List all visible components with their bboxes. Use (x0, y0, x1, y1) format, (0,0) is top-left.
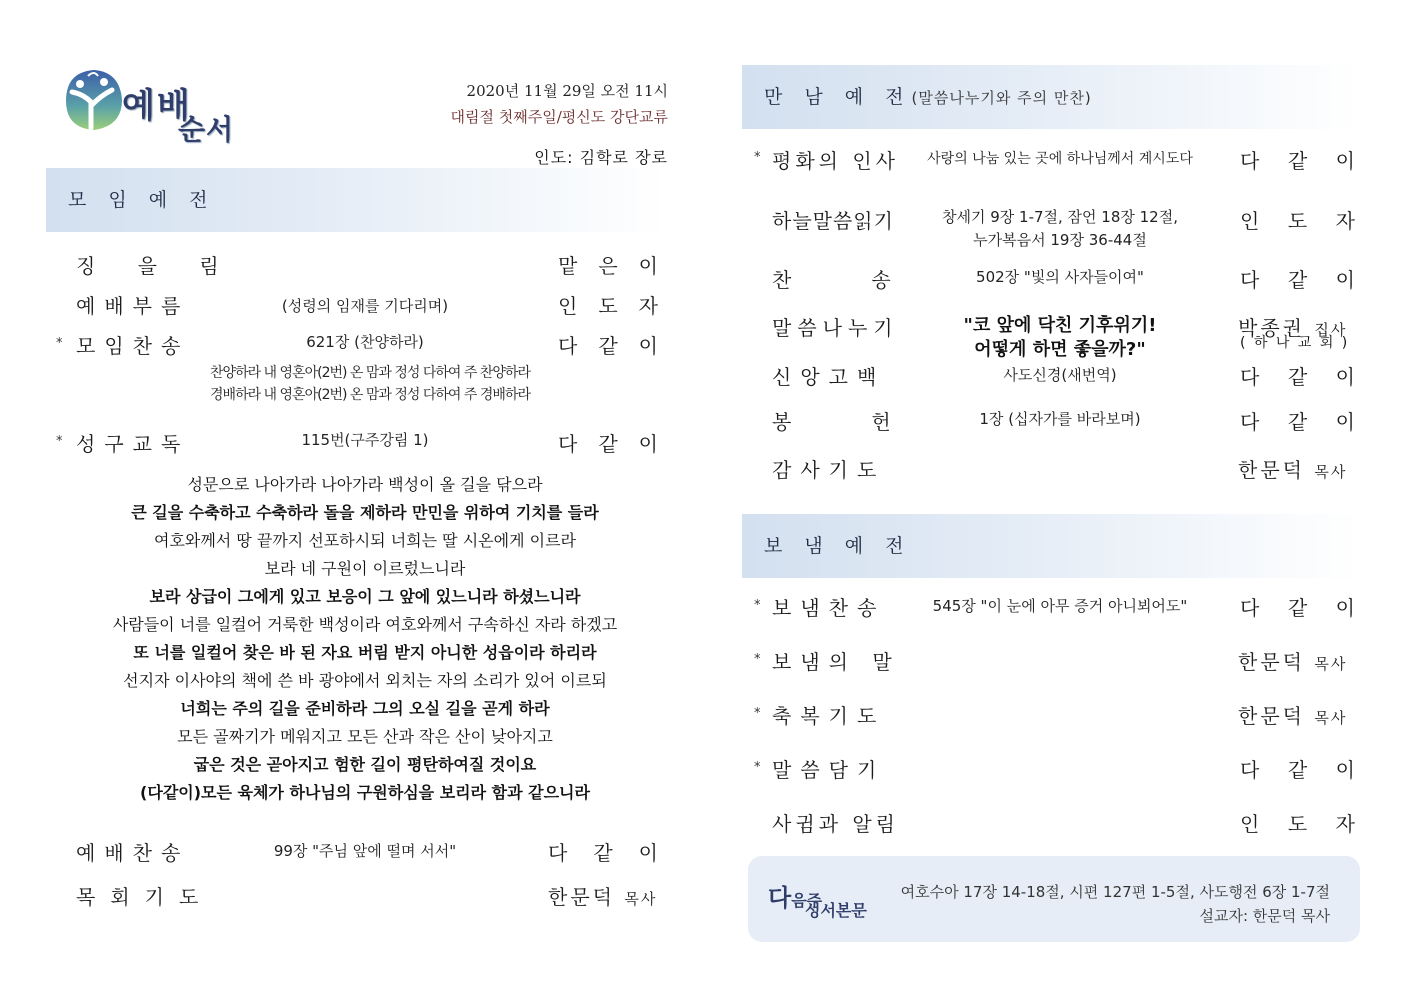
item-who-sending-words: 한문덕 목사 (1238, 650, 1348, 674)
item-who-pastoral-prayer: 한문덕 목사 (548, 885, 658, 909)
item-who-peace: 다 같 이 (1240, 149, 1355, 173)
reading-line: 모든 골짜기가 메워지고 모든 산과 작은 산이 낮아지고 (177, 727, 553, 746)
logo-word-worship: 예배 (122, 86, 192, 126)
item-name-opening-hymn: 모임찬송 (76, 334, 190, 358)
next-week-preacher: 설교자: 한문덕 목사 (1199, 907, 1330, 925)
standing-mark-icon: * (754, 598, 761, 613)
item-who-benediction: 한문덕 목사 (1238, 704, 1348, 728)
item-who-bell: 맡 은 이 (558, 254, 658, 278)
item-desc-responsive-reading: 115번(구주강림 1) (301, 431, 429, 449)
item-name-sending-hymn: 보냄찬송 (772, 596, 886, 620)
item-name-sending-words: 보냄의 말 (772, 650, 901, 674)
reading-line: (다같이)모든 육체가 하나님의 구원하심을 보리라 함과 같으니라 (140, 783, 590, 802)
responsive-reading-text (60, 471, 670, 807)
item-desc-worship-hymn: 99장 "주님 앞에 떨며 서서" (273, 842, 457, 860)
section-band-sending (742, 514, 1360, 578)
service-occasion: 대림절 첫째주일/평신도 강단교류 (450, 108, 668, 126)
item-name-peace: 평화의 인사 (772, 149, 899, 173)
item-name-scripture-reading: 하늘말씀읽기 (772, 209, 894, 233)
item-name-responsive-reading: 성구교독 (76, 432, 190, 456)
section-title-sending: 보 냄 예 전 (764, 535, 912, 557)
item-name-call: 예배부름 (76, 294, 190, 318)
section-band-meeting (742, 65, 1360, 129)
item-name-hymn: 찬송 (772, 268, 971, 292)
reading-line: 성문으로 나아가라 나아가라 백성이 올 길을 닦으라 (187, 475, 543, 494)
section-title-meeting: 만 남 예 전(말씀나누기와 주의 만찬) (764, 86, 1092, 108)
next-week-label-sub: 성서본문 (805, 901, 867, 920)
service-date: 2020년 11월 29일 오전 11시 (466, 82, 668, 100)
reading-line: 너희는 주의 길을 준비하라 그의 오실 길을 곧게 하라 (180, 699, 550, 718)
service-leader: 인도: 김학로 장로 (534, 148, 668, 167)
item-who-responsive-reading: 다 같 이 (558, 432, 658, 456)
item-name-worship-hymn: 예배찬송 (76, 841, 190, 865)
item-name-creed: 신앙고백 (772, 365, 886, 389)
section-subtitle-meeting: (말씀나누기와 주의 만찬) (911, 89, 1092, 107)
reading-line: 보라 상급이 그에게 있고 보응이 그 앞에 있느니라 하셨느니라 (149, 587, 581, 606)
item-who-announcements: 인 도 자 (1240, 812, 1355, 836)
item-desc-opening-hymn: 621장 (찬양하라) (306, 333, 424, 351)
item-who-creed: 다 같 이 (1240, 365, 1355, 389)
item-desc-hymn: 502장 "빛의 사자들이여" (976, 268, 1144, 286)
sermon-title: "코 앞에 닥친 기후위기! 어떻게 하면 좋을까?" (963, 315, 1157, 360)
item-name-word-keeping: 말씀담기 (772, 758, 886, 782)
hymn-lyric-line: 찬양하라 내 영혼아(2번) 온 맘과 정성 다하여 주 찬양하라 (210, 365, 530, 381)
item-name-benediction: 축복기도 (772, 704, 886, 728)
item-desc-peace: 사랑의 나눔 있는 곳에 하나님께서 계시도다 (927, 151, 1193, 167)
standing-mark-icon: * (56, 434, 63, 449)
logo-word-order: 순서 (178, 113, 235, 146)
item-who-call: 인 도 자 (558, 294, 658, 318)
standing-mark-icon: * (754, 150, 761, 165)
item-who-opening-hymn: 다 같 이 (558, 334, 658, 358)
reading-line: 보라 네 구원이 이르렀느니라 (264, 559, 466, 578)
reading-line: 큰 길을 수축하고 수축하라 돌을 제하라 만민을 위하여 기치를 들라 (131, 503, 599, 522)
item-who-scripture-reading: 인 도 자 (1240, 209, 1355, 233)
item-desc-sending-hymn: 545장 "이 눈에 아무 증거 아니뵈어도" (932, 597, 1188, 615)
next-week-label: 다음주 (768, 883, 823, 912)
item-who-sending-hymn: 다 같 이 (1240, 596, 1355, 620)
item-desc-creed: 사도신경(새번역) (1003, 366, 1117, 384)
reading-line: 선지자 이사야의 책에 쓴 바 광야에서 외치는 자의 소리가 있어 이르되 (123, 671, 607, 690)
standing-mark-icon: * (754, 760, 761, 775)
item-who-offering: 다 같 이 (1240, 410, 1355, 434)
reading-line: 여호와께서 땅 끝까지 선포하시되 너희는 딸 시온에게 이르라 (153, 531, 576, 550)
item-desc-scripture-reading: 창세기 9장 1-7절, 잠언 18장 12절, 누가복음서 19장 36-44절 (941, 208, 1178, 249)
hymn-lyric-line: 경배하라 내 영혼아(2번) 온 맘과 정성 다하여 주 경배하라 (210, 387, 530, 403)
reading-line: 사람들이 너를 일컬어 거룩한 백성이라 여호와께서 구속하신 자라 하겠고 (112, 615, 618, 634)
item-name-bell: 징 을 림 (76, 254, 237, 278)
reading-line: 또 너를 일컬어 찾은 바 된 자요 버림 받지 아니한 성읍이라 하리라 (133, 643, 597, 662)
item-name-offering: 봉헌 (772, 410, 971, 434)
item-who-sermon: 박종권 집사 (1238, 316, 1348, 340)
next-week-scripture: 여호수아 17장 14-18절, 시편 127편 1-5절, 사도행전 6장 1-7절 (900, 883, 1330, 901)
item-name-sermon: 말씀나누기 (772, 316, 899, 340)
item-name-announcements: 사귐과 알림 (772, 812, 899, 836)
tree-logo-icon (58, 66, 128, 136)
reading-line: 굽은 것은 곧아지고 험한 길이 평탄하여질 것이요 (193, 755, 537, 774)
item-who-worship-hymn: 다 같 이 (548, 841, 658, 865)
section-title-gathering: 모 임 예 전 (68, 189, 216, 211)
item-who-hymn: 다 같 이 (1240, 268, 1355, 292)
item-who-word-keeping: 다 같 이 (1240, 758, 1355, 782)
standing-mark-icon: * (754, 706, 761, 721)
standing-mark-icon: * (56, 336, 63, 351)
item-name-thanks-prayer: 감사기도 (772, 458, 886, 482)
section-band-gathering (46, 168, 666, 232)
item-desc-offering: 1장 (십자가를 바라보며) (979, 410, 1141, 428)
next-week-readings (901, 880, 1330, 928)
preacher-church: ( 하 나 교 회 ) (1240, 335, 1350, 351)
standing-mark-icon: * (754, 652, 761, 667)
item-desc-call: (성령의 임재를 기다리며) (281, 297, 449, 315)
item-name-pastoral-prayer: 목회기도 (76, 885, 214, 909)
item-who-thanks-prayer: 한문덕 목사 (1238, 458, 1348, 482)
